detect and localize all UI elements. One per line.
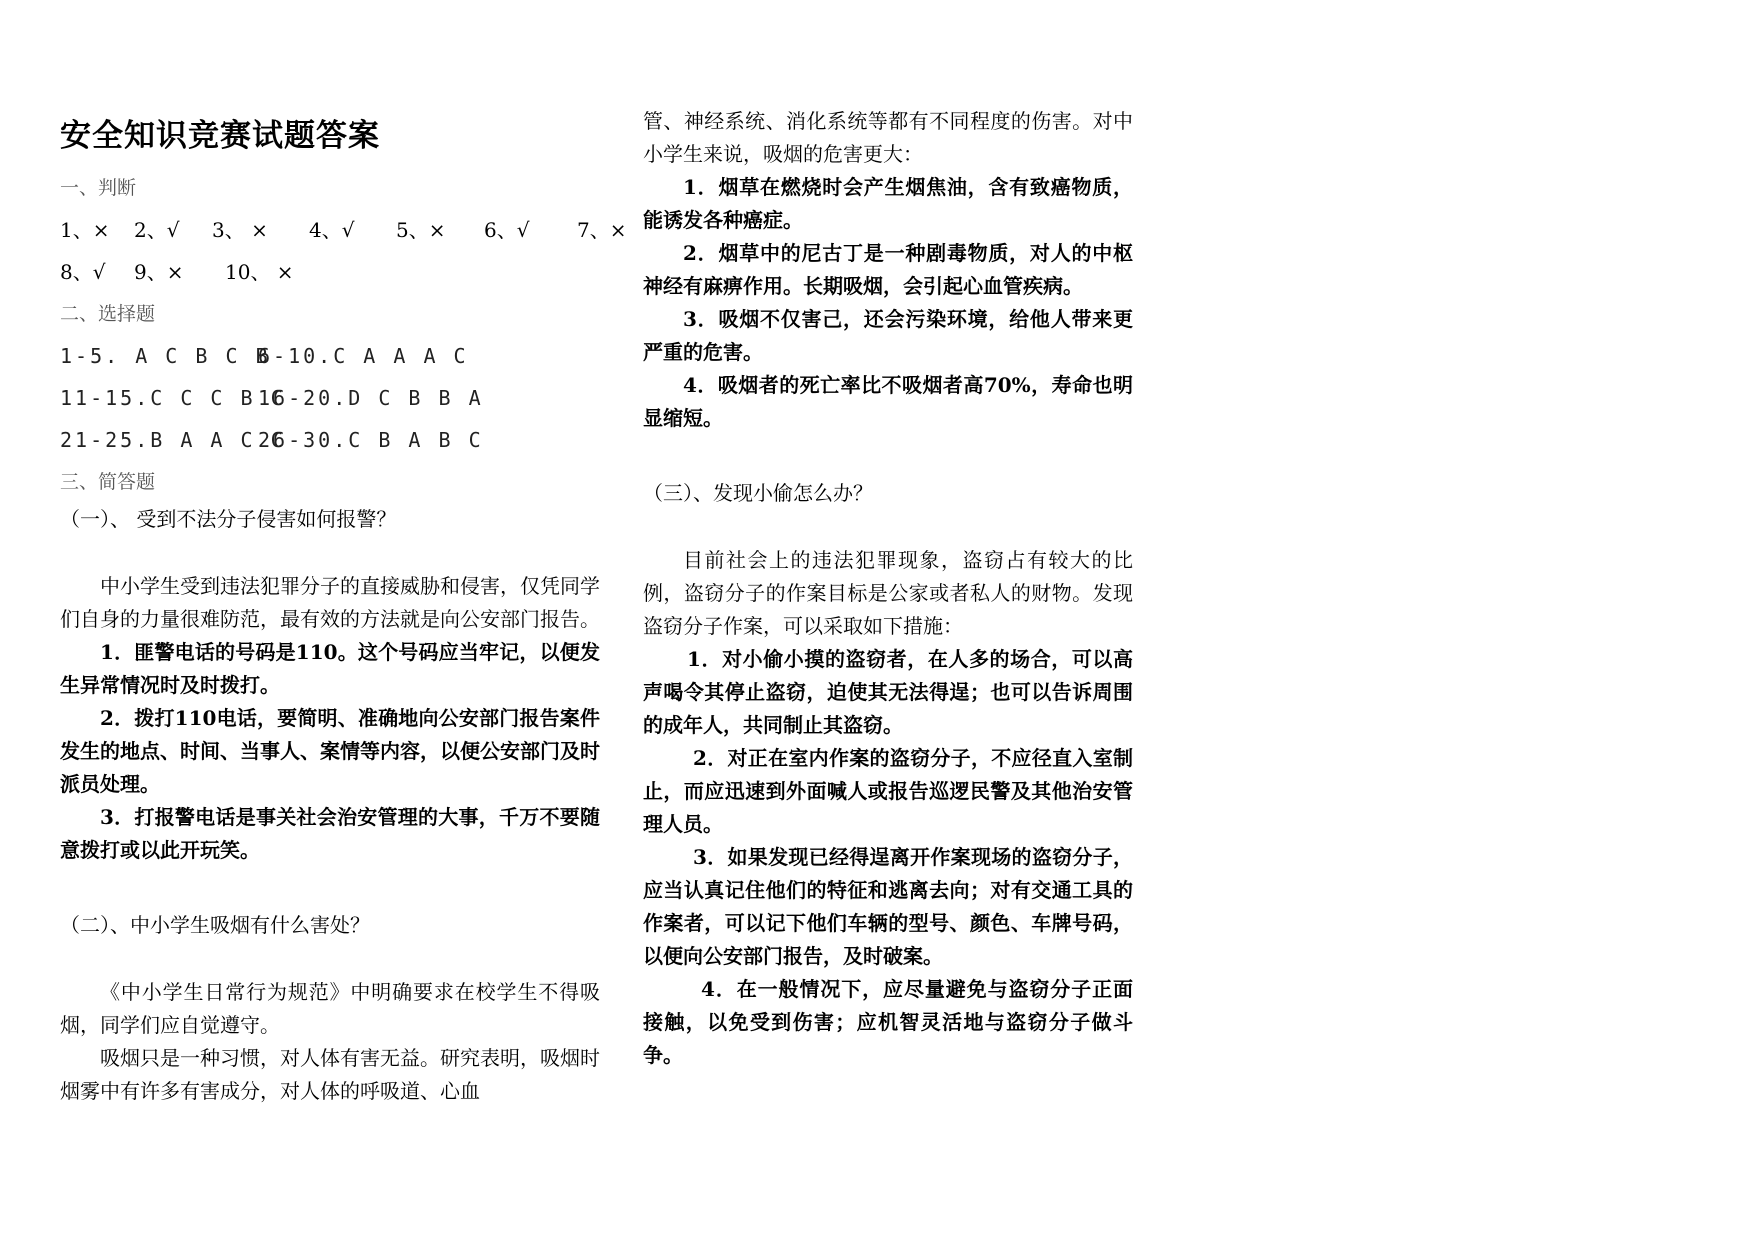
question-3-intro: 目前社会上的违法犯罪现象，盗窃占有较大的比例，盗窃分子的作案目标是公家或者私人的财物。发现盗窃分子作案，可以采取如下措施：	[643, 548, 1133, 638]
right-column	[643, 105, 1133, 1072]
question-2-title: （二）、中小学生吸烟有什么害处？	[60, 913, 370, 937]
question-1-point: 1．匪警电话的号码是110。这个号码应当牢记，以便发生异常情况时及时拨打。	[60, 640, 600, 697]
question-2-paragraph: 吸烟只是一种习惯，对人体有害无益。研究表明，吸烟时烟雾中有许多有害成分，对人体的呼吸道、心血	[60, 1046, 600, 1103]
question-2-point: 1．烟草在燃烧时会产生烟焦油，含有致癌物质，能诱发各种癌症。	[643, 175, 1133, 232]
choice-answer-group: 6-10.C A A A C	[258, 344, 469, 368]
question-2-point: 3．吸烟不仅害己，还会污染环境，给他人带来更严重的危害。	[643, 307, 1133, 364]
choice-answer-group: 16-20.D C B B A	[258, 386, 484, 410]
choice-answers-row	[60, 335, 600, 377]
choice-answer-group: 26-30.C B A B C	[258, 428, 484, 452]
question-2-point: 2．烟草中的尼古丁是一种剧毒物质，对人的中枢神经有麻痹作用。长期吸烟，会引起心血管疾病。	[643, 241, 1133, 298]
section-heading-short-answer: 三、简答题	[60, 471, 156, 493]
question-3-point: 1．对小偷小摸的盗窃者，在人多的场合，可以高声喝令其停止盗窃，迫使其无法得逞；也可以告诉周围的成年人，共同制止其盗窃。	[643, 647, 1133, 737]
question-3-point: 3．如果发现已经得逞离开作案现场的盗窃分子，应当认真记住他们的特征和逃离去向；对有交通工具的作案者，可以记下他们车辆的型号、颜色、车牌号码，以便向公安部门报告，及时破案。	[643, 845, 1133, 968]
choice-answer-group: 1-5. A C B C B	[60, 344, 271, 368]
question-2-paragraph-continued: 管、神经系统、消化系统等都有不同程度的伤害。对中小学生来说，吸烟的危害更大：	[643, 109, 1133, 166]
question-3-point: 4．在一般情况下，应尽量避免与盗窃分子正面接触，以免受到伤害；应机智灵活地与盗窃分子做斗争。	[643, 977, 1133, 1067]
judgment-answer: 3、 ×	[212, 218, 268, 242]
left-column	[60, 105, 627, 1108]
judgment-answer: 9、×	[134, 260, 184, 284]
judgment-answer: 8、√	[60, 260, 106, 284]
document-title: 安全知识竞赛试题答案	[60, 118, 380, 154]
section-heading-choice: 二、选择题	[60, 303, 156, 325]
choice-answer-group: 21-25.B A A C C	[60, 428, 286, 452]
question-3-title: （三）、发现小偷怎么办？	[643, 481, 873, 505]
judgment-answer: 1、×	[60, 218, 110, 242]
question-1-title: （一）、 受到不法分子侵害如何报警？	[60, 507, 397, 531]
choice-answers-row	[60, 419, 600, 461]
judgment-answer: 5、×	[396, 218, 446, 242]
question-2-point: 4．吸烟者的死亡率比不吸烟者高70%，寿命也明显缩短。	[643, 373, 1133, 430]
question-1-point: 3．打报警电话是事关社会治安管理的大事，千万不要随意拨打或以此开玩笑。	[60, 805, 600, 862]
section-heading-judgment: 一、判断	[60, 177, 137, 199]
judgment-answer: 10、 ×	[225, 260, 294, 284]
question-2-paragraph: 《中小学生日常行为规范》中明确要求在校学生不得吸烟，同学们应自觉遵守。	[60, 980, 600, 1037]
judgment-answer: 7、×	[577, 218, 627, 242]
judgment-answer: 4、√	[309, 218, 355, 242]
judgment-answers-row-2	[60, 251, 600, 293]
judgment-answer: 2、√	[134, 218, 180, 242]
question-3-point: 2．对正在室内作案的盗窃分子，不应径直入室制止，而应迅速到外面喊人或报告巡逻民警及其他治安管理人员。	[643, 746, 1133, 836]
judgment-answers-row-1	[60, 209, 627, 251]
judgment-answer: 6、√	[484, 218, 530, 242]
question-1-intro: 中小学生受到违法犯罪分子的直接威胁和侵害，仅凭同学们自身的力量很难防范，最有效的方法就是向公安部门报告。	[60, 574, 600, 631]
question-1-point: 2．拨打110电话，要简明、准确地向公安部门报告案件发生的地点、时间、当事人、案情等内容，以便公安部门及时派员处理。	[60, 706, 600, 796]
choice-answer-group: 11-15.C C C B C	[60, 386, 286, 410]
choice-answers-row	[60, 377, 600, 419]
